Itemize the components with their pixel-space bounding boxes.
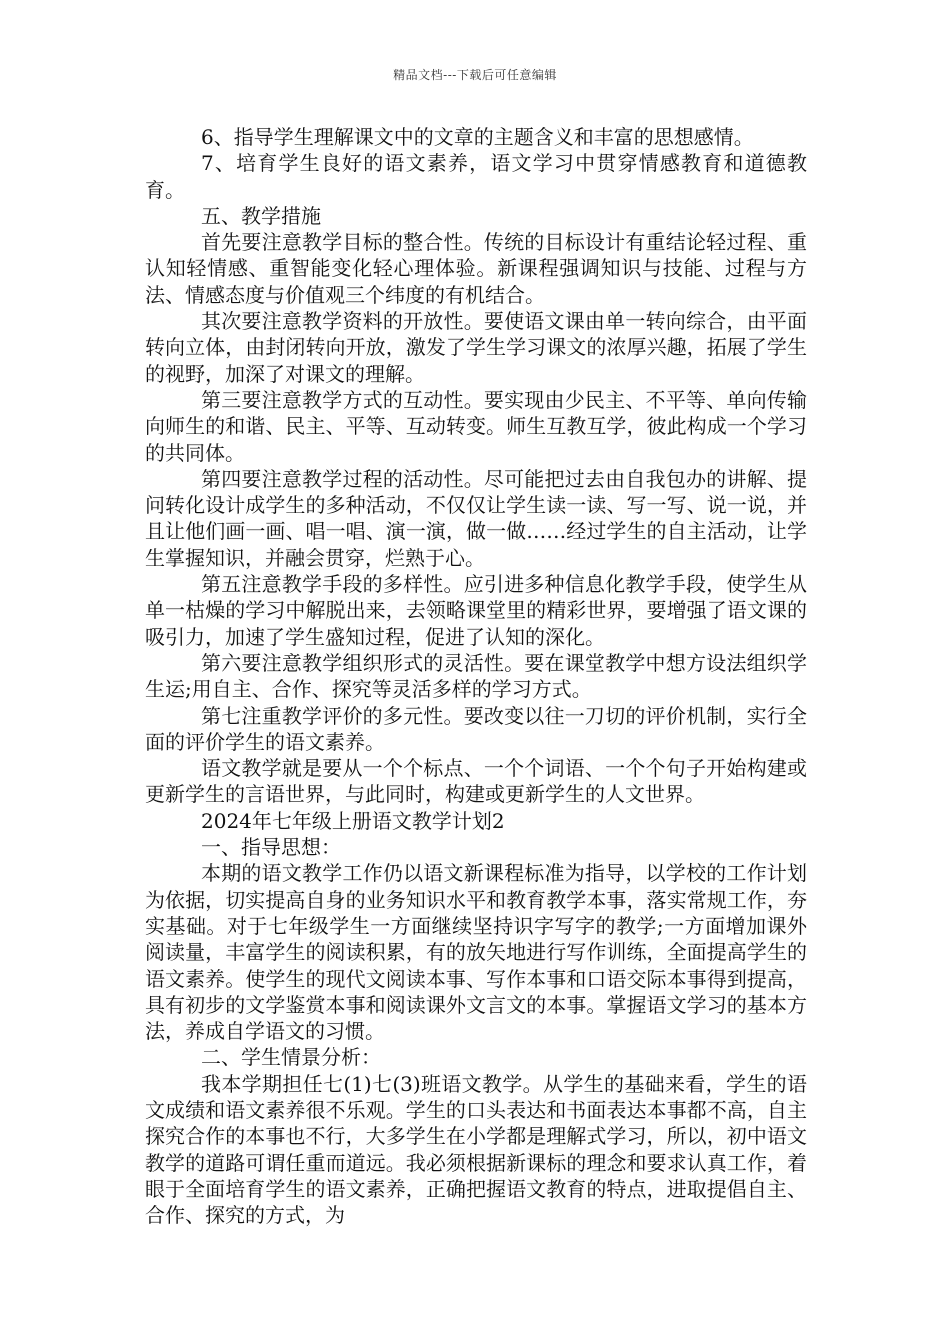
paragraph-measure-3: 第三要注意教学方式的互动性。要实现由少民主、不平等、单向传输向师生的和谐、民主、平等、互动转变。师生互教互学，彼此构成一个学习的共同体。 [145, 387, 807, 465]
paragraph-measure-4: 第四要注意教学过程的活动性。尽可能把过去由自我包办的讲解、提问转化设计成学生的多种活动，不仅仅让学生读一读、写一写、说一说，并且让他们画一画、唱一唱、演一演，做一做……经过学生的自主活动，让学生掌握知识，并融会贯穿，烂熟于心。 [145, 466, 807, 570]
page-header: 精品文档---下载后可任意编辑 [393, 68, 557, 82]
paragraph-measure-7: 第七注重教学评价的多元性。要改变以往一刀切的评价机制，实行全面的评价学生的语文素养。 [145, 703, 807, 754]
paragraph-measure-1: 首先要注意教学目标的整合性。传统的目标设计有重结论轻过程、重认知轻情感、重智能变化轻心理体验。新课程强调知识与技能、过程与方法、情感态度与价值观三个纬度的有机结合。 [145, 230, 807, 307]
paragraph-measure-6: 第六要注意教学组织形式的灵活性。要在课堂教学中想方设法组织学生运;用自主、合作、探究等灵活多样的学习方式。 [145, 650, 807, 702]
document-body [145, 124, 807, 1228]
paragraph-measure-2: 其次要注意教学资料的开放性。要使语文课由单一转向综合，由平面转向立体，由封闭转向开放，激发了学生学习课文的浓厚兴趣，拓展了学生的视野，加深了对课文的理解。 [145, 309, 807, 386]
section-heading-student-analysis: 二、学生情景分析： [201, 1045, 381, 1070]
section-heading-teaching-measures: 五、教学措施 [201, 203, 321, 228]
paragraph-student-analysis: 我本学期担任七(1)七(3)班语文教学。从学生的基础来看，学生的语文成绩和语文素养很不乐观。学生的口头表达和书面表达本事都不高，自主探究合作的本事也不行，大多学生在小学都是理解式学习，所以，初中语文教学的道路可谓任重而道远。我必须根据新课标的理念和要求认真工作，着眼于全面培育学生的语文素养，正确把握语文教育的特点，进取提倡自主、合作、探究的方式，为 [145, 1071, 807, 1228]
section-heading-guiding-thought: 一、指导思想： [201, 835, 341, 860]
paragraph-measure-5: 第五注意教学手段的多样性。应引进多种信息化教学手段，使学生从单一枯燥的学习中解脱出来，去领略课堂里的精彩世界，要增强了语文课的吸引力，加速了学生盛知过程，促进了认知的深化。 [145, 572, 807, 649]
paragraph-summary: 语文教学就是要从一个个标点、一个个词语、一个个句子开始构建或更新学生的言语世界，与此同时，构建或更新学生的人文世界。 [145, 756, 807, 807]
paragraph-guiding-thought: 本期的语文教学工作仍以语文新课程标准为指导，以学校的工作计划为依据，切实提高自身的业务知识水平和教育教学本事，落实常规工作，夯实基础。对于七年级学生一方面继续坚持识字写字的教学;一方面增加课外阅读量，丰富学生的阅读积累，有的放矢地进行写作训练，全面提高学生的语文素养。使学生的现代文阅读本事、写作本事和口语交际本事得到提高，具有初步的文学鉴赏本事和阅读课外文言文的本事。掌握语文学习的基本方法，养成自学语文的习惯。 [145, 861, 807, 1044]
paragraph-objective-7: 7、培育学生良好的语文素养，语文学习中贯穿情感教育和道德教育。 [145, 151, 807, 202]
plan-2-title: 2024年七年级上册语文教学计划2 [201, 808, 505, 833]
paragraph-objective-6: 6、指导学生理解课文中的文章的主题含义和丰富的思想感情。 [201, 125, 754, 149]
